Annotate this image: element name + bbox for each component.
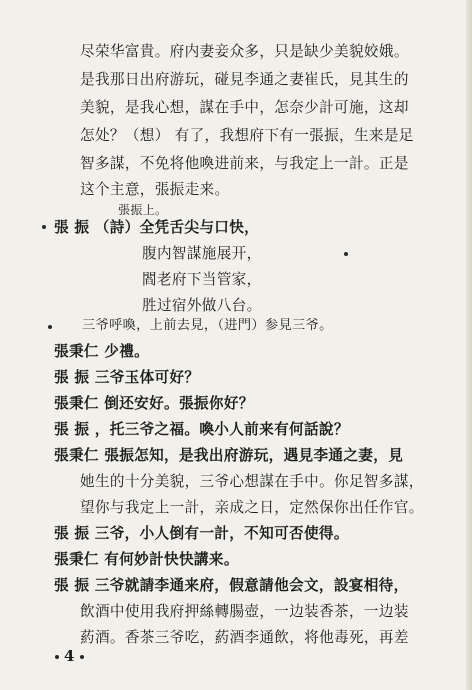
ink-speck [48,325,52,329]
speaker-line: 張 振 ，托三爷之福。喚小人前来有何話說？ [54,421,349,438]
speaker-line: 張秉仁 張振怎知，是我出府游玩，遇見李通之妻，見 [54,447,404,464]
text-line: 飲酒中使用我府押絲轉腸壺，一边装香茶，一边装 [80,603,409,620]
verse-line: 胜过宿外做八台。 [142,297,262,314]
speaker-line: 張秉仁 少禮。 [54,343,150,360]
verse-line: 閻老府下当管家， [142,271,262,288]
text-line: 美貌，是我心想，謀在手中，怎奈少計可施，这却 [80,99,409,116]
text-line: 这个主意，張振走来。 [80,181,230,198]
verse-line: 腹内智謀施展开， [142,245,262,262]
text-line: 她生的十分美貌，三爷心想謀在手中。你足智多謀， [80,473,424,490]
text-line: 尽荣华富貴。府内妻妾众多，只是缺少美貌姣娥。 [80,43,409,60]
text-line: 怎处？（想） 有了，我想府下有一張振，生来是足 [80,127,414,144]
speaker-line: 張秉仁 有何妙計快快講来。 [54,551,239,568]
text-line: 是我那日出府游玩，碰見李通之妻崔氏，見其生的 [80,71,409,88]
speaker-line: 張 振 三爷，小人倒有一計，不知可否使得。 [54,525,349,542]
page-number-dot [80,655,84,659]
stage-direction: 三爷呼喚，上前去見，（进門）参見三爷。 [82,318,333,333]
text-line: 望你与我定上一計，亲成之日，定然保你出任作官。 [80,499,424,516]
text-line: 葯酒。香茶三爷吃，葯酒李通飲，将他毒死，再差 [80,629,409,646]
ink-speck [344,252,348,256]
speaker-line: 張 振 （詩）全凭舌尖与口快， [54,219,260,236]
ink-speck [42,225,46,229]
speaker-line: 張 振 三爷玉体可好？ [54,369,200,386]
speaker-line: 張 振 三爷就請李通来府，假意請他会文，設宴相待， [54,577,409,594]
stage-direction: 張振上。 [118,203,168,217]
page-number: 4 [64,647,75,665]
speaker-line: 張秉仁 倒还安好。張振你好？ [54,395,254,412]
text-line: 智多謀，不免将他喚进前来，与我定上一計。正是 [80,155,409,172]
page-number-dot [55,655,59,659]
book-spine-shadow [466,0,472,690]
